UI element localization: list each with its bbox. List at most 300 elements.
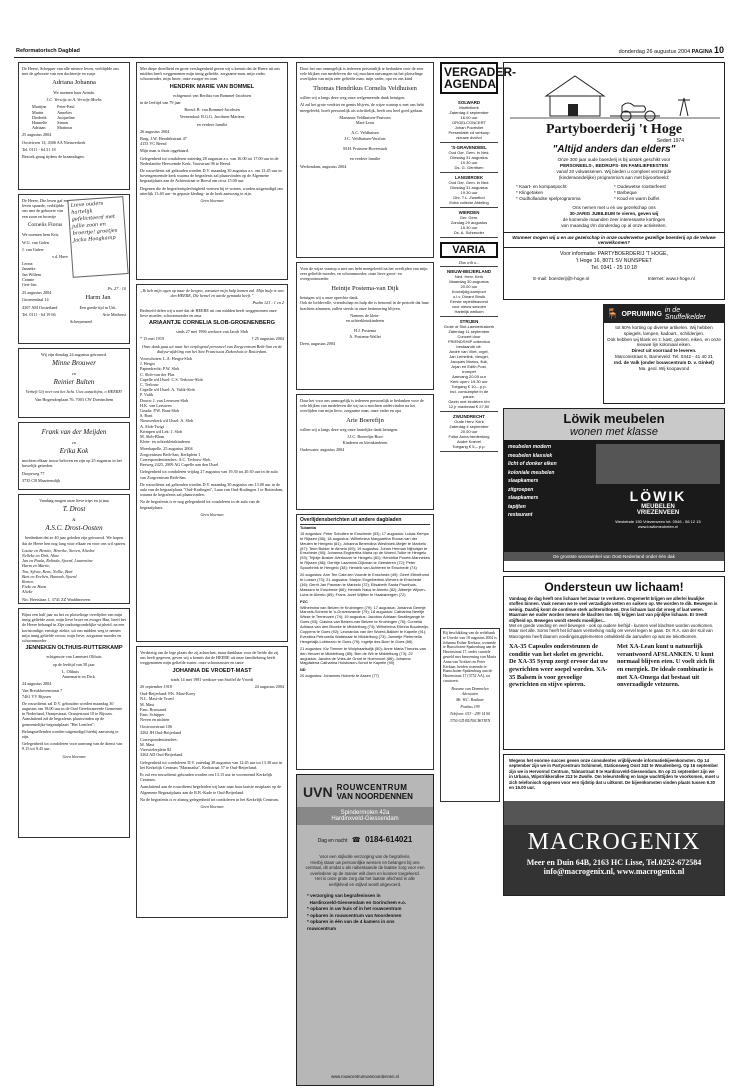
notice-place: Oudewater, augustus 2004 — [300, 446, 345, 452]
ad-partyboerderij — [503, 62, 725, 300]
burial-info: Aansluitend aan de rouwdienst begeleiden wij haar naar haar laatste rustplaats op de Algemene Begraafplaats aan de R.B.-Kade te Oud-Beijerland. — [140, 784, 282, 795]
ad-item: meubelen modern — [508, 444, 552, 450]
agenda-item-line: 19.30 uur — [460, 160, 478, 165]
ad-rouwcentrum — [296, 774, 434, 1086]
sibling: Hannelie — [32, 119, 48, 125]
agenda-item-line: Dinsdag 31 augustus — [450, 185, 488, 190]
ad-email[interactable]: E-mail: boerderij@t-hoge.nl — [533, 276, 590, 281]
ampersand: & — [72, 516, 76, 522]
family-list: J.J.C. Boerefijn-Boor Kinderen en kleinkinderen — [342, 434, 388, 445]
paper-name-nd: ND — [300, 667, 306, 673]
agenda-item-line: Martinikerk — [459, 105, 479, 110]
ad-intro-2: Met en goede voeding en veel bewegen - ook op oudere leeftijd - kunnen veel klachten worden voorkomen. Maar niet alle. Soms heeft het lichaam versterking nodig om vervel tegen te gaan. Dr. R.A. van der Kuil van Macrogenix heeft daarom voedingssupplementen ontwikkeld die aanvullen op wat we tekortkomen. — [509, 623, 714, 639]
agenda-item-line: incl. consumptie in de — [449, 389, 489, 394]
family-list: Namens de klein- en achterkleinkinderen H.J. Postema A. Postema-Wallet — [345, 312, 385, 339]
notice-intro: Bijna een half jaar na het zo plotselinge overlijden van mijn innig geliefde zoon, mijn lieve broer en zwager Han, heeft het de Heere behaagd in Zijn ondoorgrondelijke wijsheid, na een kortstondige, ernstige ziekte, uit ons midden weg te nemen mijn innig geliefde vrouw, mijn lieve, zorgzame moeder en schoonmoeder — [22, 612, 126, 644]
deceased-spouse: sinds 14 mei 1981 weduwe van Stoffel de Vroedt — [170, 676, 254, 682]
ad-bullet: * opbaren in rouwcentrum van Noordennen — [307, 912, 402, 918]
agenda-item — [440, 412, 498, 452]
ad-text: de komende maanden zeer interessante kortingen — [562, 217, 666, 222]
legal-notice-curatele — [440, 628, 500, 802]
ad-ondersteun — [503, 576, 725, 750]
condolence-info: Gelegenheid tot condoleren vrijdag 27 augustus van 19.30 tot 20.30 uur in de aula van Zorgcentrum Beth-San. — [140, 469, 278, 480]
harm-subtitle: Een goede tijd in Urk. — [79, 304, 117, 310]
agenda-item — [440, 98, 498, 143]
ad-title: Partyboerderij 't Hoge — [545, 122, 683, 137]
column-3 — [296, 62, 434, 1090]
sibling: Martinus — [57, 125, 73, 131]
law-firm: Boeuzse van Dommelen Advocaten — [451, 686, 489, 696]
agenda-item-line: Zaterdag 4 september — [449, 110, 489, 115]
ad-text: Ons nemen met u en uw gezelschap ons — [572, 205, 656, 210]
ad-product-xa35: XA-35 Capsules ondersteunen de conditie van het skelet en gewricht. De XA-35 Syrup zorgt ervoor dat uw gewrichten weer soepel worden. XA-35 Balsem is voor gevoelige gewrichten en stijve spieren. — [509, 643, 609, 689]
ad-website[interactable]: Internet: www.t-hoge.nl — [647, 276, 695, 281]
agenda-item-place: STRIJEN — [459, 319, 479, 324]
deaths-other-papers — [296, 514, 434, 770]
postcode-city: 3750 GD BUNSCHOTEN — [449, 718, 491, 723]
agenda-item-line: ORGELCONCERT — [452, 120, 486, 125]
ad-snuffelkelder — [603, 304, 725, 404]
siblings-right — [57, 104, 75, 130]
sibling: Adriaan — [32, 125, 46, 131]
ad-item: slaapkamers — [508, 495, 539, 501]
ad-info: 't Hoge 16, 8071 SV NUNSPEET — [576, 258, 652, 264]
sibling: Peter-Paul — [57, 104, 75, 110]
ad-website[interactable]: www.rouwcentrumvannoordennen.nl — [331, 1074, 399, 1079]
ad-text: van maandag t/m donderdag op al onze activiteiten. — [561, 223, 667, 228]
notice-address: Van Hogendorplaan 76, 7003 CW Doetinchem — [34, 396, 114, 402]
deaths-list: 15 augustus: Peter Scholten te Enschede (53); 17 augustus: Lukas Kemps te Rijssen (58); 18 augustus: Wilhelmina Margaretha Roose-van der Meulen te Hengelo (81); Johanna Berendina Westhoek-Meijer te Markelo (67); Teun Bulder te Almelo (69); 19 augustus: Johan Herman Nijhuisjer te Enschede (90); Johanna Engbertha Maria op de Woerd-Tutke te Hengelo (93); Trijntje Bosker-Werkuizer te Hengelo (81); Hendrika Poorte-Mannekes te Rijssen (86); Gerritje Laarmink-Dijkman te Geesteren (72); Peter Spoorbrink te Hengelo (38); Hendrik van Achteren te Enschede (74) — [300, 530, 430, 571]
ad-text: Het is onze grote zorg dat het laatste afscheid in alle eerlijkheid en stijlvol wordt uitgevoerd. — [315, 876, 415, 887]
notice-body: willen wij u langs deze weg onze hartelijke dank betuigen. — [300, 427, 399, 433]
agenda-item-place: NIEUW-BEIJERLAND — [446, 269, 492, 274]
ad-hours: Ma. geol. Wij koopavond — [638, 365, 690, 371]
notice-body: mochten elkaar trouw beloven en zijn op 25 augustus in het huwelijk getreden. — [22, 458, 122, 469]
ad-text: tot 60% korting op diverse artikelen. Wij hebben spiegels, lampen, kadoart., schilderijen. — [615, 325, 713, 336]
agenda-item-line: Toegang € 5,– p.p. — [452, 444, 486, 449]
notice-intro: Daar het voor ons onmogelijk is iedereen persoonlijk te bedanken voor de vele blijken van medeleven die wij na u mochten ondervinden na het overlijden van mijn lieve, zorgzame man, onze vader en opa — [300, 398, 424, 414]
funeral-details: De rouwdienst zal gehouden worden D.V. maandag 30 augustus om 13.00 uur in de aula van de begraafplaats "Oud-Kralingen", Laan van Oud-Kralingen 1 te Rotterdam, waarna de begrafenis zal plaatsvinden. — [140, 481, 284, 498]
notice-intro: De Heere, Die leven gaf en leven spaarde, verblijdde ons met de geboorte van een zoon en broertje — [22, 198, 68, 219]
death-date: 24 augustus 2004 — [254, 684, 284, 690]
sibling: Jan Willem — [22, 271, 41, 277]
agenda-item — [440, 143, 498, 173]
ad-item: * Kaart- en kompaspocht — [516, 184, 567, 189]
notice-date: 24 augustus 2004 — [22, 681, 52, 687]
conjunction: en — [72, 439, 76, 445]
deceased-name: Thomas Hendrikus Cornelis Veldhuisen — [313, 84, 417, 92]
agenda-item-line: 20.00 uur — [460, 284, 478, 289]
ad-item: meubelen klassiek — [508, 452, 553, 459]
ad-org-name: ROUWCENTRUM — [336, 783, 408, 792]
agenda-item-line: Folke Anna herdenking — [448, 434, 490, 439]
notice-address: Groenendaal 14 — [22, 297, 49, 303]
funeral-details: De rouwdienst zal gehouden worden D.V. maandag 30 augustus a.s. om 13.45 uur in bovengenoemde kerk waarna de begrafenis zal plaatsvinden op de Algemene begraafplaats aan de Achterstraat te Beesd om circa 15.00 uur. — [140, 168, 282, 184]
ad-item: * Oudhollandse spelprogramma — [516, 196, 581, 201]
relative: Beesd: B. van Bommel-Jacobsen — [184, 107, 240, 113]
agenda-item-line: voor nieuw seizoen — [451, 304, 487, 309]
ad-phone-label: Dag en nacht — [317, 838, 348, 844]
deceased-name: JENNEKEN OLTHUIS-RUTTERKAMP — [25, 645, 123, 652]
condolence-info: Gelegenheid tot condoleren voor aanvang van de dienst van 9.15 tot 9.45 uur. — [22, 741, 123, 752]
column-4-agenda — [440, 62, 517, 452]
notice-postcode: 3735 CB Maartensdijk — [22, 477, 61, 483]
thanks-quote: Onze dank gaat uit naar het verplegend personeel van Zorgcentrum Beth-San en de dialyse-afdeling van het Sint Franciscus Ziekenhuis te Rotterdam. — [141, 343, 283, 354]
conjunction: en — [72, 370, 76, 376]
ad-info: Voor informatie: PARTYBOERDERIJ 'T HOGE, — [560, 251, 668, 257]
ad-phone: 0184-614021 — [365, 835, 413, 844]
agenda-item-line: Oud Ger. Gem. in Ned. — [448, 180, 490, 185]
ad-intro: Vandaag de dag heeft ons lichaam het zwaar te verduren. Ongemerkt krijgen we allerlei kwalijke stoffen binnen. Vaak nemen we te veel verzadigde vetten en suikers op. We worden te dik. Bewegen is weinig. Daarbij komt de continue sterk achteruitlopen. Ons lichaam laat dat vroeg of laat weten. Maarnaie we ouder worden nemen de klachten toe. Wij krijgen last van pijnlijke lichaam. Er treedt stijfheid op. Bewegen wordt steeds moeilijker... — [509, 596, 718, 623]
agenda-item-line: Zaterdag 11 september — [448, 329, 490, 334]
agenda-item-line: Koorzijdig kampoor — [451, 289, 487, 294]
notice-address: Nic. Beetslaan 1, 3741 ZZ Waddinxveen — [22, 596, 91, 602]
ad-text: PERSONEELS-, BEDRIJFS- EN FAMILIEFEESTEN — [560, 163, 668, 168]
family-list: Louise en Hennie, Henrike, Steven, Aliedra Nelleke en Dirk, Aline Jan en Paula, Rolinda, Sjoerd, Laurentine Harm en Martie, Ton, Sylvia, Rens, Nollie, Bart Bart en Evelien, Hannah, Sjoerd Remco Fieke en Hans Alieke — [22, 547, 95, 595]
deceased-name: HENDRIK MARIE VAN BOMMEL — [169, 83, 255, 90]
ad-text: Ook hebben wij klank en z. kast, grenen, eiken, en onze nieuwe lijn koloniaal eiken. — [607, 336, 721, 348]
notice-intro: Vandaag mogen onze lieve trips en (o)ma — [39, 498, 109, 503]
obituary-olthuis — [18, 608, 130, 838]
lawyer: Mr. W.C. Rozhaar — [456, 698, 484, 703]
ad-brand-2: MEUBELEN — [641, 504, 675, 510]
deaths-list: 20 augustus: Johannes Hubertz te Assen (77) — [300, 673, 379, 679]
agenda-item-line: Maandag 30 augustus — [449, 279, 489, 284]
bride-name: Reinier Bulten — [53, 377, 95, 386]
ad-item: koloniale meubelen — [508, 469, 555, 476]
ad-website[interactable]: www.lowikmeubelen.nl — [637, 524, 679, 529]
agenda-item-line: 12 jr maximaal € 27,50 — [448, 404, 490, 409]
ad-product-xalean: Met XA-Lean kunt u natuurlijk verantwoord AFSLANKEN. U kunt normaal blijven eten. U voelt zich fit en energiek. De ideale combinatie is met XA-Omega dat bestaat uit onverzadigde vetzuren. — [617, 643, 715, 689]
notice-place: Werkendam, augustus 2004 — [300, 163, 347, 169]
ad-org-name-2: VAN NOORDENNEN — [336, 792, 413, 801]
legal-text: Bij beschikking van de rechtbank te Utrecht van 18 augustus 2004 is Johanna Esther Kerkaar, wonende te Bunschoten-Spakenburg aan de Havenstraat 17, onder curatele gesteld met benoeming van Maria Anna van Trotkert en Peter Kerkaar, beiden wonende te Bunschoten-Spakenburg aan de Havenstraat 17 (3752 AA), tot curatoren. — [443, 631, 497, 683]
sibling: Martin — [32, 109, 44, 115]
agenda-item-line: Ned. Herv. Kerk — [454, 274, 484, 279]
agenda-item-line: o.l.v. Dinant Struik — [452, 294, 486, 299]
column-2 — [136, 62, 288, 922]
groom-name: Frank van der Meijden — [41, 428, 107, 436]
birth-date: 26 september 1918 — [140, 684, 172, 690]
ad-bullet: * verzorging van begrafenissen in — [307, 893, 381, 898]
ad-footer: De grootste woonwinkel van Oost-Nederland onder één dak — [504, 552, 724, 561]
ad-banner: Wanneer mogen wij u en uw gezelschap in onze ouderwetse gezellige boerderij op de Veluwe verwelkomen? — [504, 232, 724, 248]
agenda-sections — [440, 98, 498, 238]
deceased-name: ARIAANTJE CORNELIA SLOB-GROENENBERG — [149, 320, 275, 327]
relative: en verdere familie — [196, 121, 228, 127]
notice-intro: De Heere, Schepper van alle nieuwe leven, verblijdde ons met de geboorte van een dochtertje en zusje — [22, 66, 119, 77]
notice-body: herdenken dat ze 40 jaar geleden zijn getrouwd. We hopen dat de Heere hen nog lang voor elkaar en voor ons wil sparen. — [22, 535, 126, 546]
agenda-item-line: bestaande uit: — [456, 344, 482, 349]
ad-item: * Koud en warm buffet — [614, 196, 660, 201]
agenda-item-line: Concert door — [457, 334, 481, 339]
agenda-item-line: trompet — [462, 369, 476, 374]
ad-website[interactable]: info@macrogenix.nl, www.macrogenix.nl — [543, 867, 685, 876]
child-name: Cornelis Florus — [27, 221, 63, 228]
agenda-item-line: pauze. — [462, 394, 475, 399]
ad-city: Hardinxveld-Giessendam — [331, 816, 399, 822]
ad-info: Tel. 0341 - 25 10 18 — [591, 265, 637, 271]
agenda-item-line: 16.00 uur — [460, 115, 478, 120]
birth-date: * 15 mei 1919 — [140, 336, 165, 342]
agenda-title — [440, 62, 517, 94]
verse-reference: Psalm 121 : 1 en 2 — [252, 300, 284, 306]
deceased-name: Heintje Postema-van Dijk — [331, 284, 399, 292]
agenda-title-line-1: VERGADER- — [444, 65, 517, 79]
ad-macrogenix — [503, 754, 725, 896]
ad-item: tapijten — [508, 503, 526, 510]
agenda-item-line: Hartelijk welkom — [454, 309, 484, 314]
ad-address: Marconistraat 6, Barneveld. Tel. 0342 - 41 40 21 — [615, 353, 713, 359]
notice-body: betuigen wij u onze oprechte dank. Ook de liefdevolle, vriendschap en hulp die is betoond in de periode dat haar krachten afnamen, zullen steeds in onze herinnering blijven. — [300, 295, 429, 311]
agenda-item-line: Jacques Marius, fluit, — [450, 359, 488, 364]
column-5-ads — [503, 62, 725, 900]
notice-intro: Met diepe droefheid en grote verslagenheid geven wij u kennis dat de Heere uit ons midden heeft weggenomen mijn innig geliefde, zorgzame man, mijn vader, schoonvader, mijn broer, onze zwager en oom — [140, 66, 281, 82]
sibling: Simon — [57, 119, 69, 125]
funeral-logo-icon: UVN — [303, 784, 333, 800]
after-funeral: Na de begrafenis is er alsnog gelegenheid tot condoleren in het Kerkelijk Centrum. — [140, 796, 279, 802]
groom-name: Minne Brouwer — [52, 359, 96, 368]
deceased-spouse: echtgenote van Lammert Olthuis — [46, 654, 102, 660]
po-box: Postbus 199 — [460, 705, 480, 710]
agenda-item — [440, 173, 498, 208]
anniversary-notice-drost — [18, 494, 130, 604]
parent: v.d. Have — [52, 253, 68, 259]
column-1 — [18, 62, 130, 842]
agenda-item-line: 19.30 uur — [460, 190, 478, 195]
agenda-item-line: Ds. A. Schreuder — [453, 230, 485, 235]
birth-notice-adriana — [18, 62, 130, 190]
wedding-notice-minne — [18, 348, 130, 418]
verse: Verheft Gij over ons het licht. Uws aanschijns, o HEERE! — [25, 389, 123, 395]
notice-address: Burg. J.W. Hendrikstraat 47 4153 VC Beesd — [140, 136, 187, 147]
thanks-veldhuisen — [296, 62, 434, 258]
paper-name-pzc: PZC — [300, 598, 308, 604]
ad-address: Meer en Duin 64B, 2163 HC Lisse, Tel.0252-672584 — [526, 858, 702, 867]
correspondence-address: Correspondentieadres: M. Mast Vierwielerplein 82 3262 AD Oud-Beijerland — [140, 736, 183, 758]
deceased-age: in de leeftijd van 79 jaar — [140, 100, 181, 106]
ad-title: Löwik meubelen — [563, 411, 665, 426]
child-name: Adriana Johanna — [52, 79, 96, 87]
after-funeral: Na de begrafenis is er nog gelegenheid tot condoleren in de aula van de begraafplaats. — [140, 499, 260, 510]
ad-item: * Barbeque — [614, 190, 637, 195]
agenda-item-place: ZWIJNDRECHT — [453, 414, 485, 419]
deceased-spouse: echtgenoot van Berthia van Bommel-Jacobsen — [173, 92, 251, 98]
ad-item: licht of donker eiken — [508, 461, 557, 467]
notice-intro: Bedroefd delen wij u mee dat de HEERE uit ons midden heeft weggenomen onze lieve moeder, schoonmoeder en oma — [140, 307, 277, 318]
ad-bullet: Hardinxveld-Giessendam en Gorinchem e.o. — [309, 899, 407, 905]
notice-intro: Door het ons onmogelijk is iedereen persoonlijk te bedanken voor de zeer vele blijken van medeleven die wij mochten ontvangen na het plotselinge overlijden van mijn zeer geliefde man, mijn vader, opa en ons kind — [300, 66, 424, 82]
ad-lowik-meubelen — [503, 408, 725, 572]
phone: Telefoon: 033 - 299 14 00 — [449, 711, 491, 716]
notice-intro: Voor de wijze waarop u met ons hebt meegeleefd na het overlijden van mijn zeer geliefde moeder, en schoonmoeder, onze lieve groot- en overgrootmoeder — [300, 266, 428, 282]
no-flowers: Geen bloemen — [200, 198, 224, 204]
funeral-details: Er zal een rouwdienst gehouden worden om 13.15 uur in voornoemd Kerkelijk Centrum. — [140, 772, 273, 783]
handwriting-text: Lieve ouders hartelijk gefeliciteerd met jullie zoon en broertje! groetjes Jacks Hoogkamp — [70, 200, 118, 244]
ad-title-2: wonen met klasse — [569, 426, 659, 438]
notice-date: 25 augustus 2004 — [22, 290, 52, 296]
agenda-item-line: 20.00 uur — [460, 429, 478, 434]
agenda-item-line: nieuwe dvd/cd — [456, 135, 482, 140]
deaths-list: 20 augustus: Ann Ten Cate-ten Voorde te Enschede (49); Geert Ebbelhorst te Losser (73); 21 augustus: Marjon Engelbertink-Wevers te Enschede (36); Gerrit Jan Pasman te Markelo (72); Elisabeth Santa Poorthuis-Massaro te Enschede (66); Hendrik Naus te Almelo (82); Albertje Wijnen-Lubs te Almelo (89); Frans Jozef Wijfker te Haaksbergen (72) — [300, 572, 430, 597]
wife-name: A.S.C. Drost-Oosten — [45, 523, 103, 532]
legal-notice-column — [440, 628, 500, 806]
harm-place: Scherpenzeel — [70, 319, 93, 325]
ad-slogan: "Altijd anders dan elders" — [552, 144, 676, 155]
agenda-item — [440, 267, 498, 317]
ad-text: 30-JARIG JUBILEUM te vieren, geven wij — [569, 211, 659, 216]
notice-date: 25 augustus 2004 — [22, 132, 52, 138]
agenda-item-line: Arjan en Edith Post, — [451, 364, 487, 369]
harm-from: Arie Methorst — [102, 311, 126, 317]
family-list: Voorschoten: L.A. Hergst-Slob J. Hergst Papendrecht: P.W. Slob C. Slob-van der Plas Capelle a/d IJssel: C.S. Terlouw-Slob C. Terlouw Capelle a/d IJssel: A. Vulik-Slob P. Vulik Doorn: J. van Leeuwen-Slob H.K. van Leeuwen Gouda: P.W. Bont-Slob S. Bont Nieuwerkerk a/d IJssel: A. Slob A. Slob-Twigt Krimpen a/d Lek: J. Slob M. Slob-Blom Klein- en achterkleinkinderen — [140, 356, 203, 445]
ad-item: zitgroepen — [508, 486, 534, 493]
notice-tel: Tel. 0111 - 64 19 66 — [22, 311, 56, 317]
agenda-item-line: Ds. G. Gerritsen — [454, 165, 484, 170]
agenda-item-line: Aanvang 20.00 uur — [452, 374, 486, 379]
page-number: 10 — [713, 45, 724, 55]
agenda-item-line: Gezin met kinderen t/m — [448, 399, 490, 404]
husband-name: T. Drost — [62, 505, 86, 514]
agenda-item-line: André van Vliet, orgel, — [449, 349, 489, 354]
ad-brand-3: VRIEZENVEEN — [636, 510, 680, 516]
ad-address: Spindermolen 42a — [340, 810, 390, 816]
sibling: Leona — [22, 261, 33, 267]
condolence-info: Gelegenheid tot condoleren zaterdag 28 augustus a.s. van 16.00 tot 17.00 uur in de Nederlandse Hervormde Kerk, Voorstraat 96 te Beesd. — [140, 155, 279, 166]
agenda-item-line: Dhr. T.L. Zwartbol — [453, 195, 485, 200]
ad-item: * Oudewetse roosterfeest — [614, 184, 666, 189]
parents: J.C. Verwijs en A. Verwijs-Morks — [46, 97, 102, 103]
ad-brand: MACROGENIX — [527, 829, 701, 855]
ad-text: (kinderwandelijke) programma's aan met bijvoorbeeld: — [558, 175, 670, 180]
siblings-left — [32, 104, 47, 130]
agenda-item-line: Oud Ger. Gem. in Ned. — [448, 150, 490, 155]
relatives: L. Olthuis Annemarie en Dick — [62, 668, 95, 680]
ad-contact: Westeinde 150 Vriezenveen tel. 0546 - 56 12 15 — [615, 519, 701, 524]
ad-text: Hierbij staan uw persoonlijke wensen en belangen bij ons centraal, dit omdat u als nabestaande de laatste zorg voor een — [305, 859, 425, 870]
notice-body: willen wij u langs deze weg onze welgemeende dank betuigen. — [300, 95, 406, 101]
agenda-item-line: Zaterdag 4 september — [449, 424, 489, 429]
dna-image — [504, 801, 724, 825]
agenda-item-line: Presentatie cd verkoop — [448, 130, 490, 135]
ad-item: slaapkamers — [508, 478, 539, 484]
sibling: Janneke — [22, 266, 36, 272]
ad-since: Sedert 1974 — [656, 138, 684, 144]
deceased-age: op de leeftijd van 58 jaar. — [52, 661, 96, 667]
agenda-item-line: Extra collecte Afdeling — [449, 200, 489, 205]
newspaper-name: Reformatorisch Dagblad — [16, 48, 80, 54]
ad-item: * Klingetaken — [516, 190, 544, 195]
verse: „Ik heb mijn ogen op naar de bergen, vanwaar mijn hulp komen zal. Mijn hulp is van den HEERE, Die hemel en aarde gemaakt heeft.” — [140, 288, 284, 299]
store-photo — [596, 444, 720, 484]
ad-text: vanaf 20 volwassenen. Wij bieden u compleet verzorgde — [556, 169, 672, 174]
notice-place: Deen, augustus 2004 — [300, 340, 336, 346]
notice-address: Van Breukhovenstraat 7 7461 VV Rijssen — [22, 688, 63, 699]
ad-info-sessions: Wegens het enorme succes geven onze consulentes vrijblijvende informatiebijeenkomsten. Op 14 september zijn we in Partycentrum Schimmel, Stationsweg Oost 343 te Woudenberg. Op 16 september zijn we in Hervormd Centrum, Talmastraat 9 te Hardinxveld-Giessendam. En op 21 september zijn we in Urbana, Wipstrikkerallee 213 te Zwolle. Om teleurstelling en lange wachttijden te voorkomen, moet u zich telefonisch opgeven voor een tijdstip dat u uitkomt. De bijeenkomsten vinden plaats tussen 9.30 en 15.00 uur. — [509, 758, 719, 791]
obituary-de-vroedt — [136, 646, 288, 918]
farmhouse-illustration — [510, 66, 718, 122]
thanks-boerefijn — [296, 394, 434, 510]
no-flowers: Geen bloemen — [200, 804, 224, 810]
notice-address: Moerkapelle, 25 augustus 2004 Zorgcentrum Beth-San, Kerkplein 1 Correspondentieadres: A.C. Terlouw-Slob Beeweg 2425, 2909 AG Capelle aan den IJssel — [140, 446, 219, 468]
deceased-spouse: sinds 27 mei 1996 weduwe van Jacob Slob — [176, 329, 248, 335]
page-header — [14, 44, 724, 58]
thanks-postema — [296, 262, 434, 390]
laid-out-info: Mijn man is thuis opgebaard. — [140, 148, 189, 154]
obituary-slob — [136, 284, 288, 642]
no-flowers: Geen bloemen — [200, 511, 224, 517]
family-list: Marianne Veldhuisen-Pruissen Mart-Leon A.C. Veldhuisen J.C. Veldhuisen-Versluis M.H. Pruissen-Hoverstadt en verdere familie — [339, 114, 391, 162]
notice-visit: Bezoek graag tijdens de kraamdagen. — [22, 153, 85, 159]
furniture-icon: 🪑 — [606, 308, 619, 320]
agenda-item-line: Jan Lemelink, vleugel, — [449, 354, 489, 359]
section-title: Overlijdensberichten uit andere dagbladen — [300, 518, 430, 525]
agenda-item-line: Dinsdag 31 augustus — [450, 155, 488, 160]
sibling: Annelies — [57, 109, 73, 115]
issue-date: donderdag 26 augustus 2004 — [618, 49, 691, 55]
visit-info: Belangstellenden worden uitgenodigd hierbij aanwezig te zijn. — [22, 728, 119, 740]
notice-tel: Tel. 0111 - 64 31 18 — [22, 146, 56, 152]
page-info — [619, 45, 724, 55]
agenda-item-line: Ger. Gem. — [459, 215, 479, 220]
agenda-item-line: Zondag 29 augustus — [450, 220, 488, 225]
agenda-item — [440, 317, 498, 412]
attendance-note: Degenen die de begrafenisplechtigheid wensen bij te wonen, worden uitgenodigd om uiterlijk 13.40 uur -in gepaste kleding- in de kerk aanwezig te zijn. — [140, 185, 283, 196]
agenda-item-line: André Knevel — [456, 439, 481, 444]
psalm-reference: Ps. 27 : 10 — [107, 286, 126, 291]
ad-bullet: * opbaren in één van de 4 kamers in ons rouwcentrum — [307, 919, 395, 931]
parent: J. van Galen- — [22, 246, 45, 252]
ad-text: overledene op de manier wilt doen en kunnen toegeleerd. — [310, 870, 420, 876]
notice-intro: Wij zijn dinsdag 24 augustus getrouwd. — [40, 352, 108, 357]
agenda-item — [440, 208, 498, 238]
sibling: Jacqueline — [57, 114, 75, 120]
ad-text: Direct uit voorraad te leveren. — [631, 348, 697, 354]
agenda-item-place: 'S-GRAVENDEEL — [451, 145, 487, 150]
parent: W.G. van Galen — [22, 239, 49, 245]
relative: Veenendaal: B.G.G. Jacobsen-Martens — [179, 114, 245, 120]
ad-title: Ondersteun uw lichaam! — [544, 580, 684, 594]
ad-item: restaurant — [508, 512, 533, 518]
page-label: PAGINA — [691, 49, 713, 55]
ad-brand: LÖWIK — [629, 488, 687, 504]
ad-address-2: Ind. de Valk (onder bouwcentrum D. v. Ginkel) — [614, 359, 714, 365]
ad-title-2: in de Snuffelkelder — [664, 307, 706, 321]
agenda-item-place: SOLWARD — [457, 100, 481, 105]
deaths-list: 21 augustus: Kiz Timmer te Wolphaartsdijk (50); Anne Maria Theunis-van den Heuvel te Middelburg (85); Ben de Wit te Middelburg (73); 22 augustus: Jacoba de Vries-de Groot te Hoenvoort (86); Johanna Magdalena Catharina Hulsbosen-Schot te Kapelle (90) — [300, 645, 426, 666]
varia-sections — [440, 267, 498, 452]
condolence-info: Gelegenheid tot condoleren D.V. zaterdag 28 augustus van 12.45 uur tot 13.30 uur in het Kerkelijk Centrum "Maranatha", Kerkstraat 57 te Oud-Beijerland. — [140, 759, 283, 770]
agenda-item-line: 15.30 uur — [460, 225, 478, 230]
deceased-name: JOHANNA DE VROEDT-MAST — [172, 667, 252, 674]
obituary-van-bommel — [136, 62, 288, 280]
notice-postcode: 4307 AM Oosterland — [22, 304, 58, 310]
notice-body-2: Al zal het grote verdriet en gemis blijven, de wijze waarop u met ons hebt meegeleefd, hoeft persoonlijk als schriftelijk, heeft ons heel goed gedaan. — [300, 102, 424, 113]
notice-address: Oostvirsen 13; 4306 AA Nieuwerkerk — [22, 139, 86, 145]
ad-title: OPRUIMING — [621, 310, 662, 318]
nickname: We noemen haar Arinda. — [53, 89, 95, 95]
agenda-item-place: WIERDEN — [458, 210, 480, 215]
agenda-item-line: Oude Herv. Kerk — [454, 419, 484, 424]
agenda-item-line: Johan Poortvliet — [454, 125, 484, 130]
deceased-name: Arie Boerefijn — [346, 416, 384, 424]
agenda-title-line-2: AGENDA — [444, 77, 497, 91]
family-list: Oud-Beijerland: P.K. Mast-Kooy N.L. Mast-de Vroed M. Mast Fam. Brussaard Fam. Schipper Neven en nichten — [140, 691, 196, 723]
notice-intro: Verdrietig om de lege plaats die zij achterlaat, maar dankbaar voor de liefde die zij ons heeft gegeven, geven wij u kennis dat de HEERE uit onze familiekring heeft weggenomen mijn geliefde zuster, onze schoonzuster en tante — [140, 650, 279, 666]
agenda-item-line: Eerste repetitieavond — [450, 299, 488, 304]
deaths-list: Wilhelmina van Belzen te Kruiningen (79); 17 augustus: Johanna Geertje Marcels-Schenk te 's-Gravenzande (79); 18 augustus: Catharina Neeltje Wisse te Terneuzen (74); 19 augustus: Jacobus Adriaan Smallegange te Goes (93); Clasina van Belzen-van Belzen te Kruiningen (76); Cornelia Adriana van den Broeke te Middelburg (74); Wilhelmina Elbrina Boudewijn-Coppens te Goes (92); Leonardus van der Woerd-Bakker te Kapelle (91); Everdina Petronella Wattenaar te Middelburg (73); Jannetje Pieternella Hengelaijk-Lobbezoo te Goes (79); Ingetje des Boer te Goes (66) — [300, 604, 430, 644]
notice-address: Oostvoorstraat 106 3262 JH Oud-Beijerland — [140, 724, 182, 735]
